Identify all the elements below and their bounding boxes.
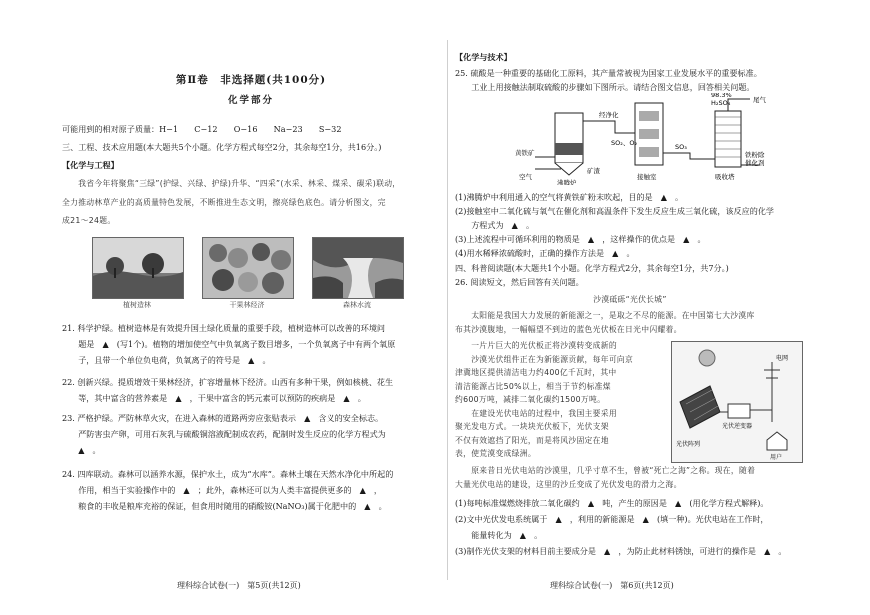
question-26-items: (1)每吨标准煤燃烧排放二氧化碳约 ▲ 吨，产生的原因是 ▲ (用化学方程式解释)。 (2)文中光伏发电系统属于 ▲ ，利用的新能源是 ▲ (填一种)。光伏电站在工作时， 能量转化为 ▲ 。 (3)制作光伏支架的材料目前主要成分是 ▲ ，为防止此材料锈蚀，可进行的操作是 ▲ 。	[455, 498, 787, 556]
page-footer-left: 理科综合试卷(一) 第5页(共12页)	[177, 581, 301, 590]
atomic-masses: 可能用到的相对原子质量：H−1 C−12 O−16 Na−23 S−32	[62, 124, 342, 134]
question-23: 23. 严格护绿。严防林草火灾，在进入森林的道路两旁应张贴表示 ▲ 含义的安全标志。 严防害虫产卵，可用石灰乳与硫酸铜溶液配制成农药，配制时发生反应的化学方程式为 ▲ 。	[62, 413, 386, 455]
article-intro: 太阳能是我国大力发展的新能源之一，是取之不尽的能源。在中国第七大沙漠库 布其沙漠腹地，一幅幅望不到边的蓝色光伏板在日光中闪耀着。	[455, 311, 755, 334]
article-body: 一片片巨大的光伏板正将沙漠转变成新的 沙漠光伏组件正在为新能源贡献，每年可向京 津冀地区提供清洁电力约400亿千瓦时，其中 清洁能源占比50%以上，相当于节约标准煤 约600万吨，减排二氧化碳约1500万吨。 在建设光伏电站的过程中，我国主要采用 聚光发电方式。一块块光伏板下，光伏支架 不仅有效遮挡了阳光，而是将风沙固定在地 表，使荒漠变成绿洲。	[455, 341, 634, 458]
photo-caption-3: 森林水流	[343, 301, 371, 309]
page-footer-right: 理科综合试卷(一) 第6页(共12页)	[550, 581, 674, 590]
label-absorption-tower: 吸收塔	[715, 173, 735, 181]
tree-planting-photo	[92, 237, 184, 299]
question-24: 24. 四库联动。森林可以涵养水源，保护水土，成为“水库”。森林土壤在天然水净化中所起的 作用，相当于实验操作中的 ▲ ；此外，森林还可以为人类丰富提供更多的 ▲ ， 粮食的丰收是粮库充裕的保证，但食用时随用的硝酸铵(NaNO₃)属于化肥中的 ▲ 。	[62, 469, 394, 511]
label-so3: SO₃	[675, 143, 687, 151]
question-21: 21. 科学护绿。植树造林是有效提升国土绿化质量的重要手段，植树造林可以改善的环境问 题是 ▲ (写1个)。植物的增加使空气中负氧离子数目增多，一个负氧离子中有两个氧原 子，且带一个单位负电荷，负氧离子的符号是 ▲ 。	[62, 323, 396, 365]
label-pv-array: 光伏阵列	[676, 441, 701, 448]
sulfuric-acid-process-diagram	[515, 93, 785, 185]
label-boiling-furnace: 沸腾炉	[557, 179, 577, 185]
label-purified: 经净化	[599, 111, 619, 119]
label-h2so4: H₂SO₄	[711, 99, 731, 107]
dried-fruit-photo	[202, 237, 294, 299]
question-26: 26. 阅读短文，然后回答有关问题。	[455, 277, 584, 287]
label-inverter: 光伏逆变器	[722, 423, 753, 430]
label-user: 用户	[770, 454, 783, 461]
label-contact-chamber: 接触室	[637, 173, 657, 181]
column-divider	[447, 40, 448, 580]
label-grid: 电网	[776, 355, 789, 362]
section-4-heading: 四、科普阅读题(本大题共1个小题。化学方程式2分，其余每空1分，共7分。)	[455, 263, 729, 273]
question-22: 22. 创新兴绿。提质增效干果林经济，扩容增量林下经济。山西有多种干果，例如核桃、花生 等，其中富含的营养素是 ▲ ，干果中富含的钙元素可以预防的疾病是 ▲ 。	[62, 377, 394, 403]
forest-stream-photo	[312, 237, 404, 299]
intro-paragraph: 我省今年将聚焦“三绿”(护绿、兴绿、护绿)升华、“四采”(水采、林采、煤采、碳采)联动， 全力推动林草产业的高质量特色发展，不断推进生态文明，擦亮绿色底色。请分析图文，完 成21～24题。	[62, 179, 401, 225]
label-air: 空气	[519, 173, 532, 181]
label-iron-powder: 铁粉除	[745, 151, 765, 159]
topic-tag-right: 【化学与技术】	[455, 52, 512, 62]
label-slag: 矿渣	[587, 167, 600, 175]
label-catalyst: 催化剂	[745, 159, 765, 167]
label-so2-o2: SO₂、O₂	[611, 139, 638, 147]
label-98-percent: 98.3%	[711, 93, 732, 99]
question-25-items: (1)沸腾炉中利用通入的空气将黄铁矿粉末吹起，目的是 ▲ 。 (2)接触室中二氧化硫与氧气在催化剂和高温条件下发生反应生成三氧化硫，该反应的化学 方程式为 ▲ 。 (3)上述流程中可循环利用的物质是 ▲ ，这样操作的优点是 ▲ 。 (4)用水稀释浓硫酸时，正确的操作方法是 ▲ 。	[455, 192, 775, 258]
photo-caption-1: 植树造林	[123, 301, 151, 309]
article-title: 沙漠砥砾“光伏长城”	[593, 295, 667, 304]
photo-caption-2: 干果林经济	[229, 301, 265, 309]
topic-tag: 【化学与工程】	[62, 160, 119, 170]
article-closing: 原来昔日光伏电站的沙漠里，几乎寸草不生，曾被“死亡之海”之称。现在，随着 大量光伏电站的建设，这里的沙丘变成了光伏发电的滑力之海。	[455, 466, 756, 489]
paper-title: 第Ⅱ卷 非选择题(共100分)	[175, 74, 327, 86]
section-subtitle: 化学部分	[227, 95, 274, 106]
label-tail-gas: 尾气	[753, 96, 766, 104]
section-3-heading: 三、工程、技术应用题(本大题共5个小题。化学方程式每空2分，其余每空1分，共16分。)	[62, 142, 382, 152]
label-pyrite: 黄铁矿	[515, 149, 535, 157]
solar-power-diagram	[671, 341, 803, 463]
question-25: 25. 硫酸是一种重要的基础化工原料，其产量常被视为国家工业发展水平的重要标准。 工业上用接触法制取硫酸的步骤如下图所示。请结合图文信息，回答相关问题。	[455, 68, 762, 92]
